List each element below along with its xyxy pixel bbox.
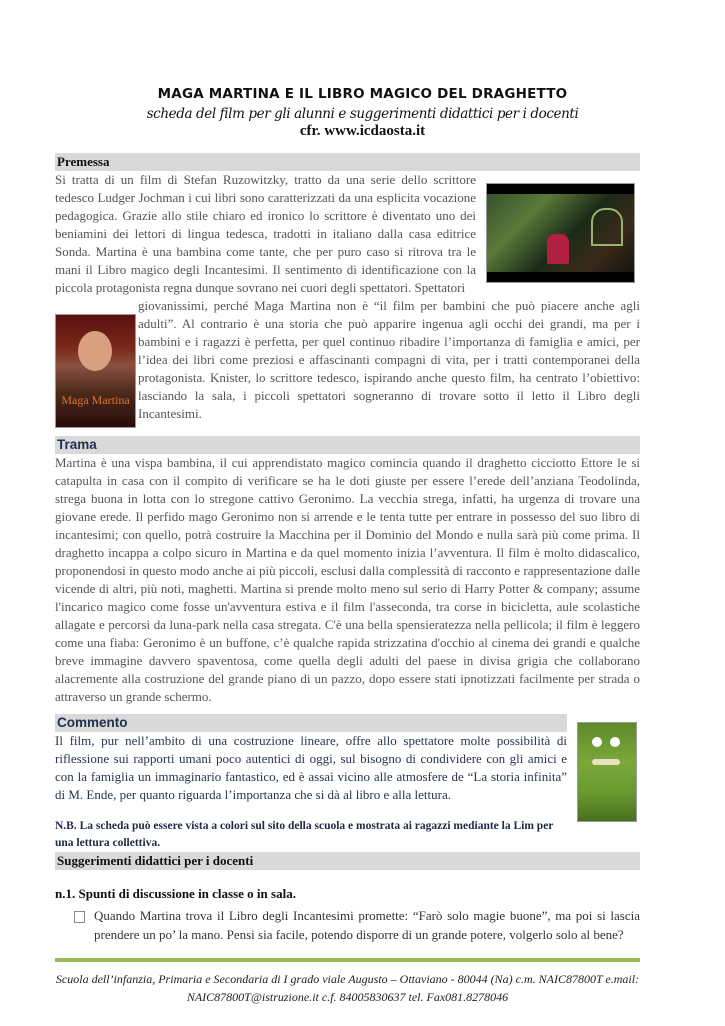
reference-link[interactable]: cfr. www.icdaosta.it	[299, 123, 426, 139]
poster-title: Maga Martina	[61, 393, 130, 407]
section-heading-trama: Trama	[55, 436, 640, 454]
discussion-item: Quando Martina trova il Libro degli Incantesimi promette: “Farò solo magie buone”, ma poi si lascia prendere un po’ la mano. Pensi sia facile, potendo disporre di un grande potere, volgerlo solo al bene?	[94, 908, 640, 942]
commento-text: Il film, pur nell’ambito di una costruzione lineare, offre allo spettatore molte possibilità di riflessione sui rapporti umani poco autentici di oggi, sul bisogno di condividere con gli amici e con la famiglia un immaginario fantastico, ed è assai vicino alle atmosfere de “La storia infinita” di M. Ende, per quanto riguarda l’importanza che si dà al libro e alla lettura.	[55, 733, 567, 802]
document-body	[55, 0, 640, 1006]
section-heading-suggerimenti: Suggerimenti didattici per i docenti	[55, 852, 640, 870]
commento-row	[55, 714, 640, 852]
film-scene-image	[486, 183, 635, 283]
discussion-item-row	[55, 906, 640, 944]
section-heading-commento: Commento	[55, 714, 567, 732]
note-text: N.B. La scheda può essere vista a colori sul sito della scuola e mostrata ai ragazzi mediante la Lim per una lettura collettiva.	[55, 820, 554, 849]
dragon-character-image	[577, 722, 637, 822]
commento-column	[55, 714, 567, 852]
premessa-text-2: giovanissimi, perché Maga Martina non è “il film per bambini che può piacere anche agli adulti”. Al contrario è una storia che può apparire ingenua agli occhi dei grandi, ma per i bambini e i ragazzi è perfetta, per quel continuo ribadire l’importanza di famiglia e amici, per l’idea dei libri come preziosi e affascinanti compagni di vita, per i tratti contemporanei della protagonista. Knister, lo scrittore tedesco, ispirando anche questo film, ha centrato l’obiettivo: lasciando la sala, i piccoli spettatori sogneranno di trovare sotto il letto il Libro degli Incantesimi.	[138, 298, 640, 421]
premessa-row-1	[55, 171, 640, 297]
section-heading-premessa: Premessa	[55, 153, 640, 171]
trama-text: Martina è una vispa bambina, il cui apprendistato magico comincia quando il draghetto cicciotto Ettore le si catapulta in casa con il compito di verificare se ha le doti giuste per essere l’erede dell’anziana Teodolinda, strega buona in lotta con lo stregone cattivo Geronimo. La vecchia strega, infatti, ha urgenza di trovare una giovane erede. Il perfido mago Geronimo non si arrende e le tenta tutte per entrare in possesso del suo libro di incantesimi; con quello, potrà costruire la Macchina per il Dominio del Mondo e nulla sarà più come prima. Il draghetto incappa a colpo sicuro in Martina e da quel momento inizia l’avventura. Il film è molto didascalico, proponendosi in questo modo anche ai più piccoli, esclusi dalla complessità di racconto e rappresentazione dalle vicende di altri, più noti, maghetti. Martina si prende molto meno sul serio di Harry Potter & company; assume l'incarico magico come fosse un'avventura estiva e il film l'asseconda, tra corse in bicicletta, aule scolastiche allagate e percorsi da luna-park nella casa stregata. C'è una bella spensieratezza nella pellicola; il film è leggero come una fiaba: Geronimo è un buffone, c’è qualche rapida strizzatina d'occhio al cinema dei grandi e qualche breve immagine davvero spaventosa, come quella degli adulti del paese in divisa grigia che collaborano alacremente alla costruzione del grande piano di un pazzo, dopo essere stati ipnotizzati facilmente per strada o attraverso un grande schermo.	[55, 455, 640, 704]
footer	[40, 970, 655, 1006]
footer-divider	[55, 958, 640, 962]
document-title: MAGA MARTINA E IL LIBRO MAGICO DEL DRAGHETTO	[157, 86, 568, 102]
footer-line-1: Scuola dell’infanzia, Primaria e Secondaria di I grado viale Augusto – Ottaviano - 80044 (Na) c.m. NAIC87800T e.mail:	[55, 972, 640, 986]
footer-line-2: NAIC87800T@istruzione.it c.f. 84005830637 tel. Fax081.8278046	[186, 990, 509, 1004]
bullet-box-icon	[74, 911, 85, 923]
discussion-section-title: n.1. Spunti di discussione in classe o in sala.	[55, 886, 296, 901]
premessa-row-2	[55, 297, 640, 428]
premessa-text-1: Si tratta di un film di Stefan Ruzowitzky, tratto da una serie dello scrittore tedesco Ludger Jochman i cui libri sono caratterizzati da una esplicita vocazione pedagogica. Grazie allo stile chiaro ed ironico lo scrittore è diventato uno dei beniamini dei lettori di lingua tedesca, tradotti in italiano dalla casa editrice Sonda. Martina è una bambina come tante, che per puro caso si ritrova tra le mani il Libro magico degli Incantesimi. Il sentimento di identificazione con la piccola protagonista regna dunque sovrano nei cuori degli spettatori. Spettatori	[55, 172, 476, 295]
document-subtitle: scheda del film per gli alunni e suggerimenti didattici per i docenti	[146, 106, 579, 122]
movie-poster-image	[55, 314, 136, 428]
